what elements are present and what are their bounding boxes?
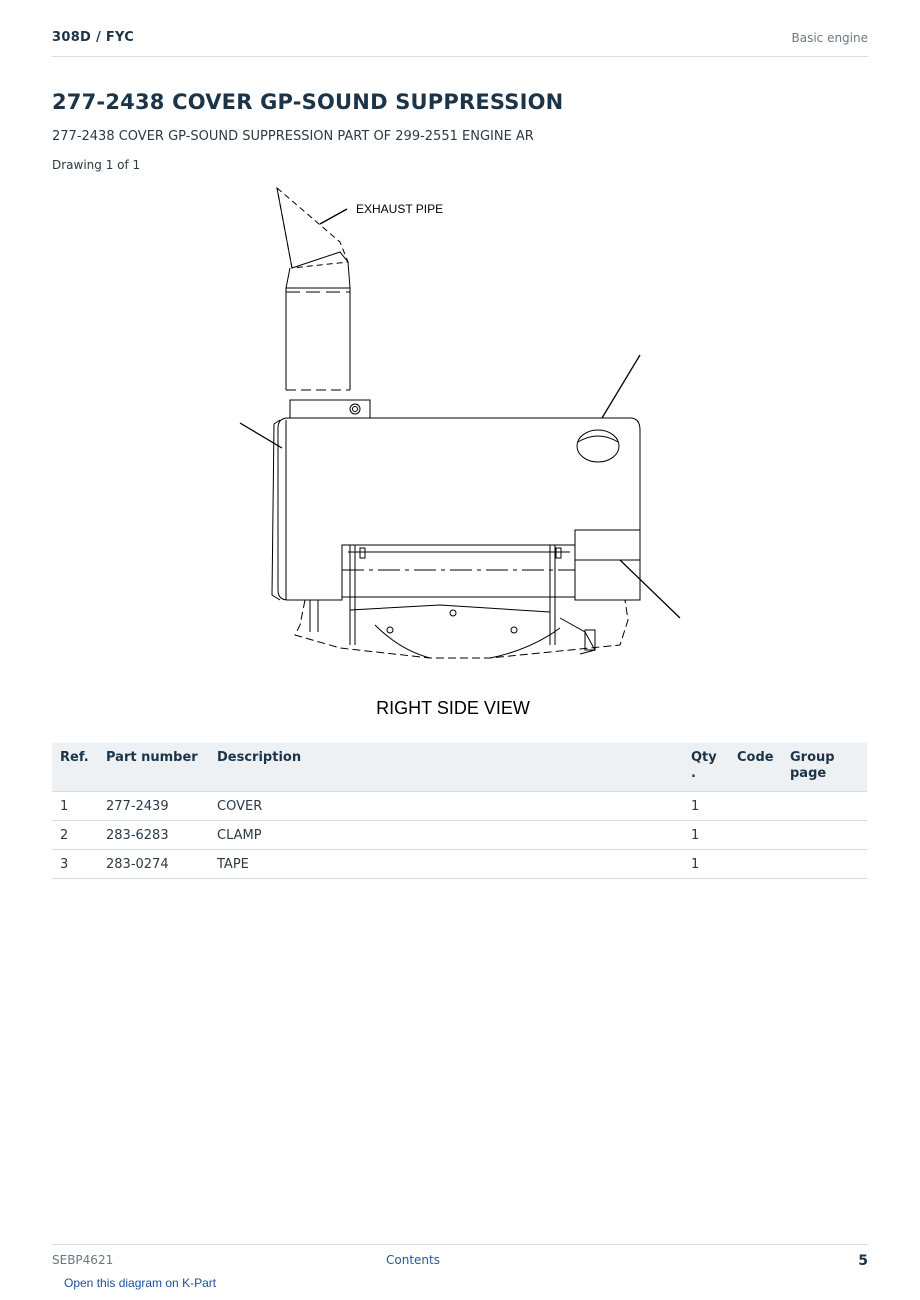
parts-diagram [200,180,720,730]
col-header-ref: Ref. [52,743,98,792]
cell-qty: 1 [683,850,729,879]
table-row [52,850,867,879]
cell-description: CLAMP [209,821,683,850]
model-label: 308D / FYC [52,30,135,45]
page-title: 277-2438 COVER GP-SOUND SUPPRESSION [52,90,564,114]
parts-table [52,743,867,879]
cell-ref: 1 [52,792,98,821]
cell-part-number: 283-6283 [98,821,209,850]
page-subtitle: 277-2438 COVER GP-SOUND SUPPRESSION PART OF 299-2551 ENGINE AR [52,129,534,144]
cell-group-page [782,792,867,821]
contents-link[interactable]: Contents [386,1253,440,1267]
table-row [52,792,867,821]
cell-code [729,792,782,821]
open-in-kpart-link[interactable]: Open this diagram on K-Part [64,1276,217,1290]
page-footer [52,1244,868,1275]
cell-part-number: 283-0274 [98,850,209,879]
drawing-counter: Drawing 1 of 1 [52,158,141,172]
col-header-group-page: Group page [782,743,867,792]
cell-ref: 2 [52,821,98,850]
cell-description: COVER [209,792,683,821]
cell-group-page [782,850,867,879]
section-label: Basic engine [791,31,868,45]
col-header-qty: Qty . [683,743,729,792]
cell-qty: 1 [683,792,729,821]
cell-part-number: 277-2439 [98,792,209,821]
cell-ref: 3 [52,850,98,879]
col-header-description: Description [209,743,683,792]
col-header-part-number: Part number [98,743,209,792]
page-header [52,28,868,57]
col-header-code: Code [729,743,782,792]
callout-exhaust-pipe: EXHAUST PIPE [356,202,444,216]
parts-table-header [52,743,867,792]
cell-code [729,850,782,879]
cell-group-page [782,821,867,850]
cell-description: TAPE [209,850,683,879]
document-number: SEBP4621 [52,1253,114,1267]
table-row [52,821,867,850]
diagram-view-caption: RIGHT SIDE VIEW [376,698,530,718]
cell-qty: 1 [683,821,729,850]
cell-code [729,821,782,850]
page-number: 5 [858,1253,868,1269]
